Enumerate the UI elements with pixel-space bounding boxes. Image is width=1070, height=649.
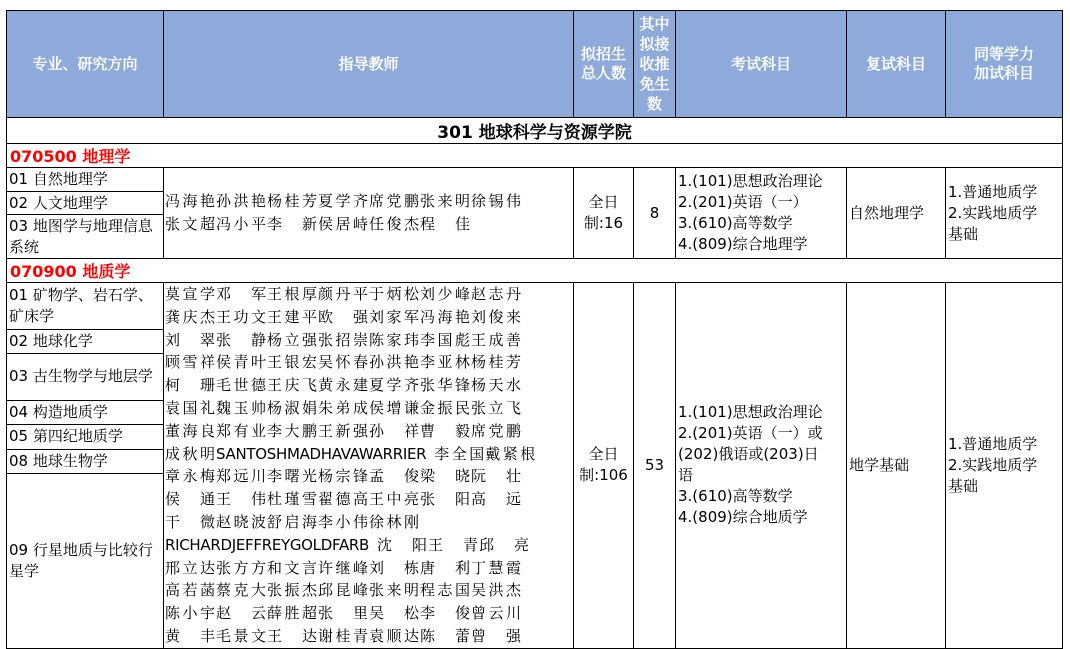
teacher-row: [165, 329, 573, 352]
teacher-name: 赵晓波: [216, 512, 266, 531]
header-plan-total: [574, 11, 634, 118]
teacher-name: 干微: [165, 512, 215, 531]
teacher-row: [165, 397, 573, 420]
teacher-name: 龚庆杰: [165, 307, 215, 326]
header-retest: 复试科目: [847, 11, 946, 118]
exam-item: 2.(201)英语（一）: [678, 193, 808, 211]
teacher-name: 张招崇: [318, 330, 368, 349]
direction-row: [7, 168, 1063, 192]
header-exempt-line4: 免生: [639, 75, 670, 93]
teacher-name: 冯海艳: [420, 307, 470, 326]
teacher-row: [165, 465, 573, 488]
header-exam: 考试科目: [676, 11, 847, 118]
teacher-name: 刘俊来: [471, 307, 521, 326]
direction-item: 05 第四纪地质学: [7, 425, 164, 449]
teacher-name: 邢立达: [165, 558, 215, 577]
extra-item: 基础: [948, 224, 979, 243]
teacher-name: 冯小平: [216, 215, 266, 233]
teacher-name: 赵志丹: [471, 285, 521, 303]
teacher-row: [165, 306, 573, 329]
teacher-row: [165, 443, 573, 466]
teacher-name: 黄永建: [318, 376, 368, 395]
teacher-name: 李曙光: [267, 467, 317, 486]
retest-subject: 地学基础: [847, 283, 946, 649]
teacher-name: 董海良: [165, 421, 215, 440]
college-row: [7, 118, 1063, 144]
exam-item: 1.(101)思想政治理论: [678, 172, 823, 190]
teacher-name: 蔡克大: [216, 581, 266, 600]
teacher-name: 王中亮: [369, 490, 419, 509]
teacher-name: 杨天水: [471, 376, 521, 395]
teacher-name: 程志国: [420, 581, 470, 600]
teacher-name: 陈蕾: [420, 626, 470, 645]
teacher-row: [165, 190, 573, 213]
teacher-name: 张来明: [420, 192, 470, 211]
exam-item: 3.(610)高等数学: [678, 214, 793, 232]
teacher-name: 黄丰: [165, 626, 215, 645]
teacher-name: 李亚林: [420, 353, 470, 372]
direction-item: 09 行星地质与比较行星学: [7, 473, 164, 648]
teacher-name: 张里: [318, 604, 368, 623]
header-extra-line2: 加试科目: [973, 64, 1034, 82]
teacher-row: [165, 374, 573, 397]
teacher-name: 郑远川: [216, 467, 266, 486]
teacher-name: 李新: [267, 215, 317, 233]
teacher-name: 李全国: [434, 444, 485, 463]
teacher-name: 赵云: [216, 604, 266, 623]
exam-item: 2.(201)英语（一）或: [678, 424, 823, 443]
teacher-name: 莫宣学: [165, 285, 215, 303]
teacher-name: 颜丹平: [318, 285, 368, 303]
teacher-name: 唐利: [420, 558, 470, 577]
teacher-name: 张华锋: [420, 376, 470, 395]
college-title: 301 地球科学与资源学院: [7, 118, 1063, 144]
header-exempt-line2: 拟接: [639, 35, 670, 53]
teacher-name: 毛世德: [216, 376, 266, 395]
extra-subjects: [946, 283, 1063, 649]
teacher-name: 于炳松: [369, 285, 419, 303]
teacher-name: 张文超: [165, 215, 215, 233]
teacher-name: 张静: [216, 330, 266, 349]
teacher-name: 李小伟: [318, 512, 368, 531]
teacher-name: 邓军: [216, 285, 266, 303]
teacher-name: 陈小宇: [165, 604, 215, 623]
teacher-name: 李俊: [420, 604, 470, 623]
teacher-name: 张方方: [216, 558, 266, 577]
exempt-count: 8: [634, 168, 676, 259]
teacher-name: 薛胜超: [267, 604, 317, 623]
exam-item: 3.(610)高等数学: [678, 487, 793, 506]
teacher-row: [165, 602, 573, 625]
teacher-name: 王成善: [471, 330, 521, 349]
header-row: [7, 11, 1063, 118]
extra-subjects: [946, 168, 1063, 259]
teacher-row: [165, 534, 573, 557]
teacher-name: 刘翠: [165, 330, 215, 349]
teacher-name: 金振民: [420, 398, 470, 417]
teacher-name: 夏学齐: [369, 376, 419, 395]
teacher-name: 侯居峙: [318, 215, 368, 233]
teacher-name: 席党鹏: [471, 421, 521, 440]
teacher-name: 程佳: [420, 215, 470, 233]
header-exempt-line3: 收推: [639, 55, 670, 73]
teacher-name: 刘栋: [369, 558, 419, 577]
teacher-name: 杨淑娟: [267, 398, 317, 417]
retest-subject: 自然地理学: [847, 168, 946, 259]
teacher-name: 曾强: [471, 626, 521, 645]
teacher-name: 杨立强: [267, 330, 317, 349]
teacher-name: 丁慧霞: [471, 558, 521, 577]
plan-count-text: 全日制:106: [579, 445, 628, 485]
teacher-row: [165, 283, 573, 306]
teacher-name: 高远: [471, 490, 521, 509]
teacher-name: 任俊杰: [369, 215, 419, 233]
direction-item: 03 古生物学与地层学: [7, 353, 164, 400]
teacher-name: 许继峰: [318, 558, 368, 577]
teacher-name: 侯青叶: [216, 353, 266, 372]
teacher-name: 王银宏: [267, 353, 317, 372]
teacher-name: 吴怀春: [318, 353, 368, 372]
teacher-name: 侯增谦: [369, 398, 419, 417]
teacher-name: 孙洪艳: [369, 353, 419, 372]
direction-item: 04 构造地质学: [7, 401, 164, 425]
teacher-name: 刘家军: [369, 307, 419, 326]
teacher-name: 顾雪祥: [165, 353, 215, 372]
teacher-name: 席党鹏: [369, 192, 419, 211]
teacher-name: 冯海艳: [165, 192, 215, 211]
teacher-name: 袁国礼: [165, 398, 215, 417]
teacher-name: 梁晓: [420, 467, 470, 486]
direction-item: 01 矿物学、岩石学、矿床学: [7, 283, 164, 330]
teacher-name: 杨桂芳: [267, 192, 317, 211]
plan-count: [574, 283, 634, 649]
teacher-name: 王青: [428, 535, 479, 554]
teacher-name: 袁顺达: [369, 626, 419, 645]
exam-item: 4.(809)综合地质学: [678, 508, 808, 527]
header-plan-total-line2: 总人数: [580, 64, 626, 82]
direction-row: [7, 283, 1063, 330]
teacher-list: [164, 168, 574, 259]
teacher-name: 王伟: [216, 490, 266, 509]
teacher-list: [164, 283, 574, 649]
header-plan-total-line1: 拟招生: [580, 45, 626, 63]
teacher-name: 徐林刚: [369, 512, 419, 531]
direction-item: 02 人文地理学: [7, 192, 164, 215]
teacher-name: 陈家玮: [369, 330, 419, 349]
teacher-name: 魏玉帅: [216, 398, 266, 417]
major-row: [7, 144, 1063, 168]
teacher-name: 张振杰: [267, 581, 317, 600]
exam-item: 语: [678, 466, 694, 485]
teacher-name: 沈阳: [377, 535, 428, 554]
extra-item: 2.实践地质学: [948, 203, 1038, 222]
teacher-name: 王达: [267, 626, 317, 645]
teacher-row: [165, 351, 573, 374]
teacher-row: [165, 557, 573, 580]
teacher-name: 张阳: [420, 490, 470, 509]
teacher-name: 李国彪: [420, 330, 470, 349]
teacher-name: 邱昆峰: [318, 581, 368, 600]
teacher-name: 曹毅: [420, 421, 470, 440]
teacher-row: [165, 213, 573, 236]
teacher-name: 翟德高: [318, 490, 368, 509]
header-major: 专业、研究方向: [7, 11, 164, 118]
teacher-row: [165, 511, 573, 534]
teacher-name: 谢桂青: [318, 626, 368, 645]
teacher-name: 高若菡: [165, 581, 215, 600]
extra-item: 1.普通地质学: [948, 434, 1038, 453]
teacher-name: 曾云川: [471, 604, 521, 623]
direction-item: 03 地图学与地理信息系统: [7, 215, 164, 259]
teacher-name: 王新强: [318, 421, 368, 440]
teacher-name: 戴紧根: [485, 444, 536, 463]
teacher-name: 和文言: [267, 558, 317, 577]
exam-subjects: [676, 283, 847, 649]
teacher-name: 朱弟成: [318, 398, 368, 417]
direction-item: 02 地球化学: [7, 330, 164, 353]
teacher-name: 柯珊: [165, 376, 215, 395]
teacher-name: 徐锡伟: [471, 192, 521, 211]
teacher-name: 章永梅: [165, 467, 215, 486]
teacher-name: 夏学齐: [318, 192, 368, 211]
teacher-name: 张立飞: [471, 398, 521, 417]
plan-count-text: 全日制:16: [583, 193, 624, 232]
admission-table: [6, 10, 1063, 649]
teacher-name: 吴松: [369, 604, 419, 623]
teacher-name: SANTOSHMADHAVAWARRIER: [216, 444, 427, 463]
teacher-name: 杜瑾雪: [267, 490, 317, 509]
teacher-row: [165, 488, 573, 511]
exam-item: 1.(101)思想政治理论: [678, 403, 823, 422]
teacher-name: 成秋明: [165, 444, 215, 463]
extra-item: 2.实践地质学: [948, 455, 1038, 474]
plan-count: [574, 168, 634, 259]
teacher-name: 孟俊: [369, 467, 419, 486]
major-title: 070900 地质学: [7, 259, 1063, 283]
teacher-name: 侯通: [165, 490, 215, 509]
teacher-row: [165, 625, 573, 648]
teacher-name: 吴洪杰: [471, 581, 521, 600]
direction-item: 08 地球生物学: [7, 449, 164, 473]
teacher-row: [165, 420, 573, 443]
exempt-count: 53: [634, 283, 676, 649]
teacher-name: 王建平: [267, 307, 317, 326]
teacher-name: RICHARDJEFFREYGOLDFARB: [165, 535, 370, 554]
extra-item: 基础: [948, 476, 979, 495]
teacher-name: 王庆飞: [267, 376, 317, 395]
header-extra-line1: 同等学力: [973, 45, 1034, 63]
header-extra: [946, 11, 1063, 118]
header-exempt-line5: 数: [646, 95, 662, 113]
header-teachers: 指导教师: [164, 11, 574, 118]
exam-subjects: [676, 168, 847, 259]
teacher-name: 王根厚: [267, 285, 317, 303]
major-title: 070500 地理学: [7, 144, 1063, 168]
teacher-name: 孙祥: [369, 421, 419, 440]
header-exempt-line1: 其中: [639, 15, 670, 33]
teacher-name: 杨宗锋: [318, 467, 368, 486]
teacher-row: [165, 579, 573, 602]
extra-item: 1.普通地质学: [948, 182, 1038, 201]
teacher-name: 刘少峰: [420, 285, 470, 303]
teacher-name: 阮壮: [471, 467, 521, 486]
teacher-name: 李大鹏: [267, 421, 317, 440]
teacher-name: 张来明: [369, 581, 419, 600]
exam-item: 4.(809)综合地理学: [678, 235, 808, 253]
major-row: [7, 259, 1063, 283]
teacher-name: 邱亮: [479, 535, 530, 554]
exam-item: (202)俄语或(203)日: [678, 445, 819, 464]
direction-item: 01 自然地理学: [7, 168, 164, 192]
teacher-name: 杨桂芳: [471, 353, 521, 372]
teacher-name: 王功文: [216, 307, 266, 326]
teacher-name: 孙洪艳: [216, 192, 266, 211]
teacher-name: 舒启海: [267, 512, 317, 531]
teacher-name: 欧强: [318, 307, 368, 326]
teacher-name: 郑有业: [216, 421, 266, 440]
header-exempt: [634, 11, 676, 118]
teacher-name: 毛景文: [216, 626, 266, 645]
